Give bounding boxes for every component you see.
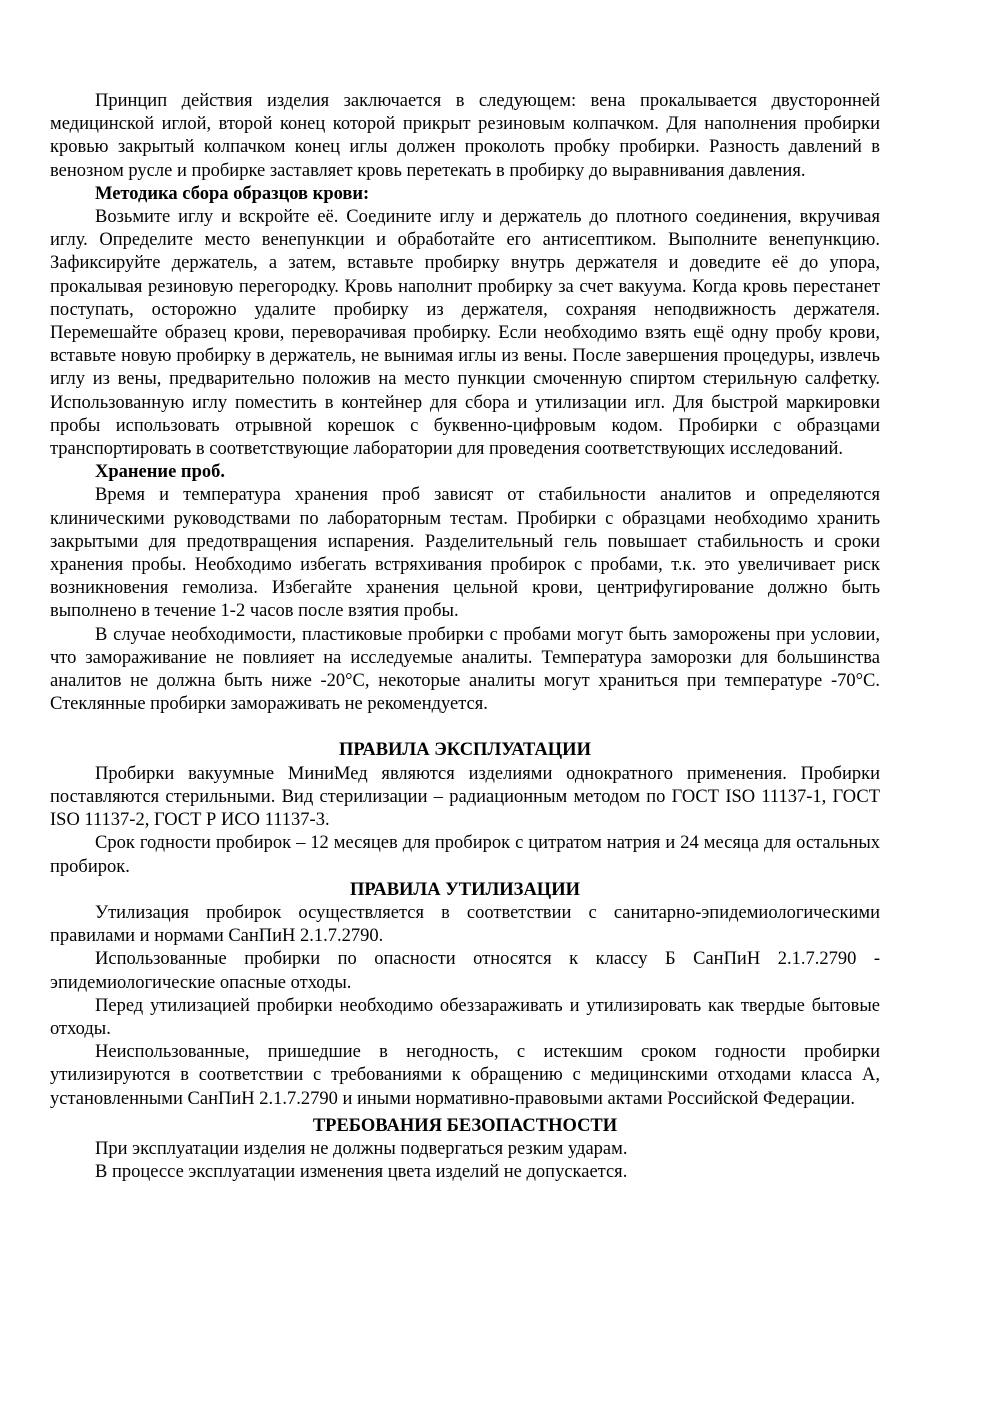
paragraph-disposal-sanpin: Утилизация пробирок осуществляется в соответствии с санитарно-эпидемиологическими правилами и нормами СанПиН 2.1.7.2790. <box>50 902 880 947</box>
paragraph-single-use-sterilization: Пробирки вакуумные МиниМед являются изделиями однократного применения. Пробирки поставляются стерильными. Вид стерилизации – радиационным методом по ГОСТ ISO 11137-1, ГОСТ ISO 11137-2, ГОСТ Р ИСО 11137-3. <box>50 763 880 831</box>
heading-operation-rules: ПРАВИЛА ЭКСПЛУАТАЦИИ <box>339 740 591 761</box>
paragraph-disposal-class-b: Использованные пробирки по опасности относятся к классу Б СанПиН 2.1.7.2790 - эпидемиологические опасные отходы. <box>50 949 880 993</box>
paragraph-collection-procedure: Возьмите иглу и вскройте её. Соедините иглу и держатель до плотного соединения, вкручивая иглу. Определите место венепункции и обработайте его антисептиком. Выполните венепункцию. Зафиксируйте держатель, а затем, вставьте пробирку внутрь держателя и доведите её до упора, прокалывая резиновую перегородку. Кровь наполнит пробирку за счет вакуума. Когда кровь перестанет поступать, осторожно удалите пробирку из держателя, сохраняя неподвижность держателя. Перемешайте образец крови, переворачивая пробирку. Если необходимо взять ещё одну пробу крови, вставьте новую пробирку в держатель, не вынимая иглы из вены. После завершения процедуры, извлечь иглу из вены, предварительно положив на место пункции смоченную спиртом стерильную салфетку. Использованную иглу поместить в контейнер для сбора и утилизации игл. Для быстрой маркировки пробы использовать отрывной корешок с буквенно-цифровым кодом. Пробирки с образцами транспортировать в соответствующие лаборатории для проведения соответствующих исследований. <box>50 207 880 460</box>
paragraph-operating-principle: Принцип действия изделия заключается в следующем: вена прокалывается двусторонней медицинской иглой, второй конец которой прикрыт резиновым колпачком. Для наполнения пробирки кровью закрытый колпачком конец иглы должен проколоть пробку пробирки. Разность давлений в венозном русле и пробирке заставляет кровь перетекать в пробирку до выравнивания давления. <box>50 91 880 181</box>
subheading-sample-storage: Хранение проб. <box>95 462 225 483</box>
paragraph-safety-impacts: При эксплуатации изделия не должны подвергаться резким ударам. <box>95 1138 628 1159</box>
paragraph-disposal-unused: Неиспользованные, пришедшие в негодность, с истекшим сроком годности пробирки утилизируются в соответствии с требованиями к обращению с медицинскими отходами класса А, установленными СанПиН 2.1.7.2790 и иными нормативно-правовыми актами Российской Федерации. <box>50 1042 880 1109</box>
paragraph-shelf-life: Срок годности пробирок – 12 месяцев для пробирок с цитратом натрия и 24 месяца для остальных пробирок. <box>50 833 880 877</box>
paragraph-storage-conditions: Время и температура хранения проб зависят от стабильности аналитов и определяются клиническими руководствами по лабораторным тестам. Пробирки с образцами необходимо хранить закрытыми для предотвращения испарения. Разделительный гель повышает стабильность и сроки хранения пробы. Необходимо избегать встряхивания пробирок с пробами, т.к. это увеличивает риск возникновения гемолиза. Избегайте хранения цельной крови, центрифугирование должно быть выполнено в течение 1-2 часов после взятия пробы. <box>50 485 880 622</box>
heading-disposal-rules: ПРАВИЛА УТИЛИЗАЦИИ <box>350 879 580 900</box>
paragraph-freezing-conditions: В случае необходимости, пластиковые пробирки с пробами могут быть заморожены при условии, что замораживание не повлияет на исследуемые аналиты. Температура заморозки для большинства аналитов не должна быть ниже -20°С, некоторые аналиты могут храниться при температуре -70°С. Стеклянные пробирки замораживать не рекомендуется. <box>50 624 880 715</box>
paragraph-safety-color-change: В процессе эксплуатации изменения цвета изделий не допускается. <box>95 1162 628 1183</box>
subheading-blood-collection-method: Методика сбора образцов крови: <box>95 183 370 204</box>
heading-safety-requirements: ТРЕБОВАНИЯ БЕЗОПАСТНОСТИ <box>312 1115 618 1136</box>
paragraph-disposal-decontamination: Перед утилизацией пробирки необходимо обеззараживать и утилизировать как твердые бытовые отходы. <box>50 995 880 1039</box>
